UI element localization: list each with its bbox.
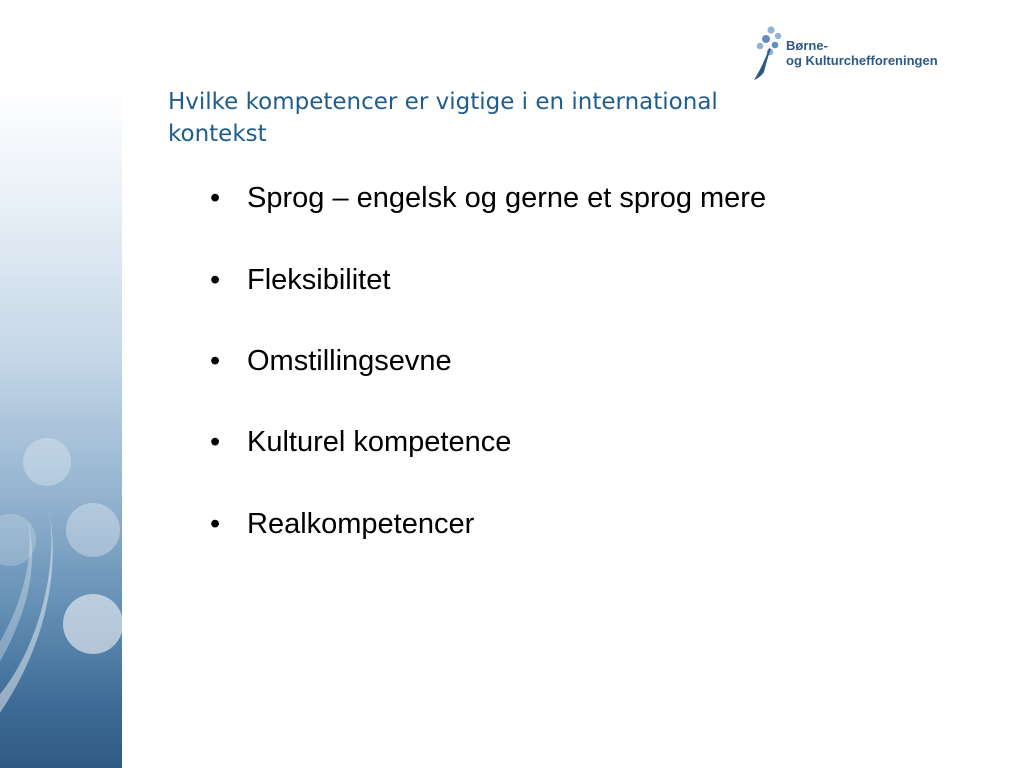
logo-line-1: Børne- [786,38,828,53]
bullet-marker: • [210,426,221,458]
bullet-text: Sprog – engelsk og gerne et sprog mere [247,182,767,214]
bullet-marker: • [210,264,221,296]
bullet-marker: • [210,508,221,540]
bullet-text: Kulturel kompetence [247,426,512,458]
slide-title-line-1: Hvilke kompetencer er vigtige i en international [168,89,718,115]
figure-with-dots-icon [748,24,784,82]
slide-title [168,86,888,150]
bullet-marker: • [210,345,221,377]
decorative-sidebar [0,0,122,768]
bullet-text: Realkompetencer [247,508,475,540]
logo-text [786,38,938,68]
bullet-text: Omstillingsevne [247,345,452,377]
sidebar-pattern [0,0,122,768]
logo-line-2: og Kulturchefforeningen [786,53,938,68]
bullet-marker: • [210,182,221,214]
slide-title-line-2: kontekst [168,121,267,147]
bullet-text: Fleksibilitet [247,264,391,296]
organization-logo [748,24,958,84]
